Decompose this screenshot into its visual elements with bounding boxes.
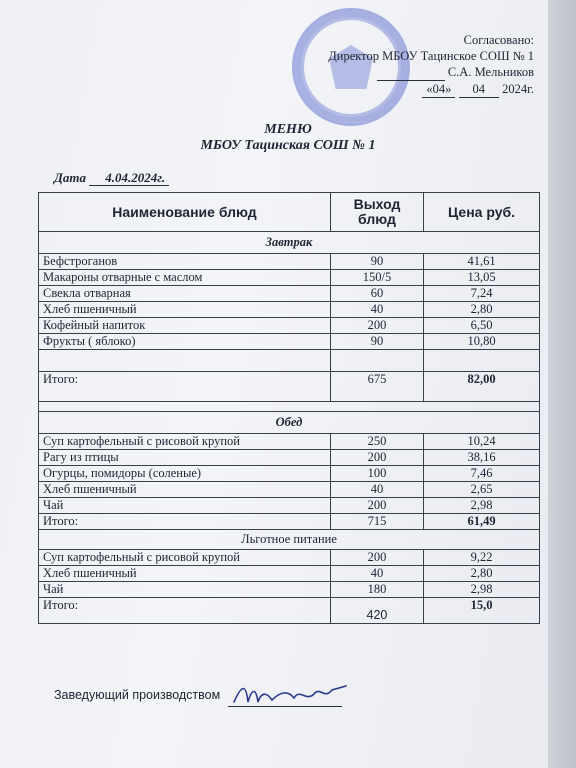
total-yield: 420: [330, 598, 423, 624]
spacer-row: [39, 402, 540, 412]
table-row: [39, 550, 540, 566]
table-row: [39, 582, 540, 598]
total-price: 82,00: [424, 372, 540, 402]
dish-price: 6,50: [424, 318, 540, 334]
table-row: [39, 254, 540, 270]
dish-name: Хлеб пшеничный: [39, 566, 331, 582]
dish-name: Хлеб пшеничный: [39, 482, 331, 498]
dish-price: 41,61: [424, 254, 540, 270]
total-label: Итого:: [39, 514, 331, 530]
section-benefit: [39, 530, 540, 550]
table-row: [39, 318, 540, 334]
table-row: [39, 466, 540, 482]
dish-price: 13,05: [424, 270, 540, 286]
total-row: [39, 598, 540, 624]
section-label: Обед: [39, 412, 540, 434]
approval-block: [328, 32, 534, 98]
dish-yield: 90: [330, 334, 423, 350]
table-row: [39, 498, 540, 514]
menu-table: [38, 192, 540, 624]
dish-price: 2,65: [424, 482, 540, 498]
dish-yield: 40: [330, 302, 423, 318]
dish-price: 7,46: [424, 466, 540, 482]
table-row: [39, 566, 540, 582]
dish-name: Кофейный напиток: [39, 318, 331, 334]
dish-yield: 250: [330, 434, 423, 450]
dish-name: Фрукты ( яблоко): [39, 334, 331, 350]
table-row: [39, 334, 540, 350]
table-row: [39, 286, 540, 302]
header-row: [39, 193, 540, 232]
dish-price: 7,24: [424, 286, 540, 302]
table-row: [39, 270, 540, 286]
date-row: [54, 170, 169, 186]
dish-price: 2,80: [424, 302, 540, 318]
dish-price: 2,98: [424, 582, 540, 598]
approval-day: «04»: [422, 81, 455, 98]
approval-director: Директор МБОУ Тацинское СОШ № 1: [328, 49, 534, 63]
dish-price: 2,80: [424, 566, 540, 582]
approval-signature-line: [377, 64, 445, 81]
empty-row: [39, 350, 540, 372]
total-label: Итого:: [39, 598, 331, 624]
dish-yield: 60: [330, 286, 423, 302]
total-row: [39, 514, 540, 530]
dish-name: Бефстроганов: [39, 254, 331, 270]
approval-date-row: [328, 81, 534, 98]
dish-price: 10,80: [424, 334, 540, 350]
dish-name: Суп картофельный с рисовой крупой: [39, 434, 331, 450]
dish-name: Хлеб пшеничный: [39, 302, 331, 318]
footer-label: Заведующий производством: [54, 688, 221, 702]
header-name: Наименование блюд: [39, 193, 331, 232]
dish-name: Суп картофельный с рисовой крупой: [39, 550, 331, 566]
approval-heading: Согласовано:: [463, 33, 534, 47]
dish-yield: 40: [330, 566, 423, 582]
dish-name: Чай: [39, 498, 331, 514]
section-breakfast: [39, 232, 540, 254]
section-label: Льготное питание: [39, 530, 540, 550]
school-name: МБОУ Тацинская СОШ № 1: [200, 138, 376, 153]
dish-yield: 200: [330, 550, 423, 566]
total-label: Итого:: [39, 372, 331, 402]
signature-line: [228, 706, 342, 707]
section-label: Завтрак: [39, 232, 540, 254]
dish-yield: 200: [330, 318, 423, 334]
header-yield: Выход блюд: [330, 193, 423, 232]
section-lunch: [39, 412, 540, 434]
background-wall: [548, 0, 576, 768]
approval-month: 04: [459, 81, 500, 98]
approval-name: С.А. Мельников: [447, 65, 534, 79]
table-row: [39, 482, 540, 498]
total-price: 61,49: [424, 514, 540, 530]
date-value: 4.04.2024г.: [89, 170, 169, 186]
table-row: [39, 450, 540, 466]
table-row: [39, 434, 540, 450]
header-price: Цена руб.: [424, 193, 540, 232]
dish-yield: 90: [330, 254, 423, 270]
date-label: Дата: [54, 170, 86, 185]
dish-name: Огурцы, помидоры (соленые): [39, 466, 331, 482]
dish-price: 9,22: [424, 550, 540, 566]
dish-yield: 200: [330, 498, 423, 514]
total-yield: 675: [330, 372, 423, 402]
table-row: [39, 302, 540, 318]
dish-yield: 100: [330, 466, 423, 482]
dish-name: Чай: [39, 582, 331, 598]
approval-name-row: [328, 64, 534, 81]
approval-year: 2024г.: [502, 82, 534, 96]
dish-yield: 180: [330, 582, 423, 598]
total-price: 15,0: [424, 598, 540, 624]
dish-yield: 200: [330, 450, 423, 466]
total-yield: 715: [330, 514, 423, 530]
total-row: [39, 372, 540, 402]
dish-yield: 150/5: [330, 270, 423, 286]
dish-price: 2,98: [424, 498, 540, 514]
dish-name: Свекла отварная: [39, 286, 331, 302]
dish-yield: 40: [330, 482, 423, 498]
dish-price: 10,24: [424, 434, 540, 450]
dish-name: Макароны отварные с маслом: [39, 270, 331, 286]
dish-name: Рагу из птицы: [39, 450, 331, 466]
dish-price: 38,16: [424, 450, 540, 466]
page-title: МЕНЮ: [264, 122, 312, 137]
